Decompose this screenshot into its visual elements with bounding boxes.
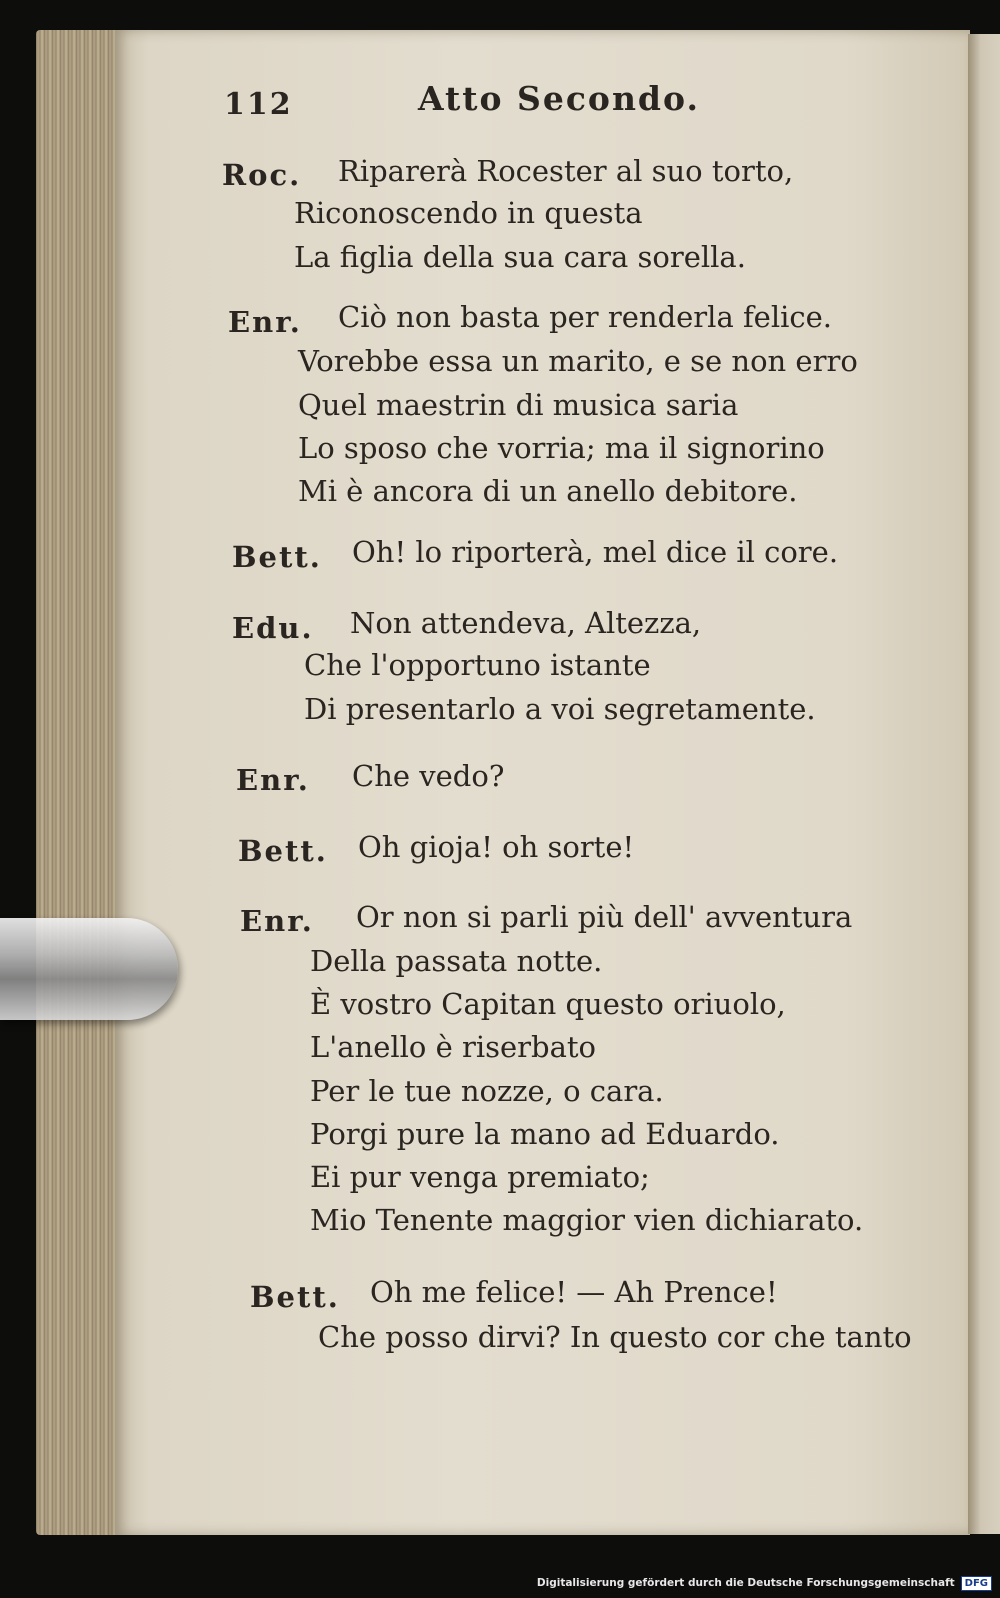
facing-page-edge [968, 34, 1000, 1534]
speaker-label: Edu. [232, 611, 314, 645]
verse-line: Ei pur venga premiato; [310, 1160, 650, 1194]
speaker-label: Bett. [238, 834, 328, 868]
footer-credit: Digitalisierung gefördert durch die Deutsche Forschungsgemeinschaft [536, 1577, 955, 1589]
speaker-label: Bett. [250, 1280, 340, 1314]
verse-line: Oh! lo riporterà, mel dice il core. [352, 535, 839, 569]
verse-line: È vostro Capitan questo oriuolo, [310, 987, 786, 1021]
speaker-label: Enr. [236, 763, 310, 797]
verse-line: Vorebbe essa un marito, e se non erro [298, 344, 858, 378]
verse-line: Mio Tenente maggior vien dichiarato. [310, 1203, 864, 1237]
verse-line: Porgi pure la mano ad Eduardo. [310, 1117, 780, 1151]
speaker-label: Enr. [240, 904, 314, 938]
verse-line: Della passata notte. [310, 944, 603, 978]
verse-line: Quel maestrin di musica saria [298, 388, 739, 422]
verse-line: Riconoscendo in questa [294, 196, 643, 230]
verse-line: L'anello è riserbato [310, 1030, 596, 1064]
dfg-logo-icon: DFG [961, 1576, 992, 1591]
page-number: 112 [224, 87, 293, 122]
page-holder-clip [0, 918, 178, 1020]
verse-line: Non attendeva, Altezza, [350, 606, 702, 640]
digitization-footer [0, 1568, 1000, 1598]
verse-line: Mi è ancora di un anello debitore. [298, 474, 798, 508]
verse-line: Or non si parli più dell' avventura [356, 900, 853, 934]
verse-line: Riparerà Rocester al suo torto, [338, 154, 794, 188]
speaker-label: Bett. [232, 540, 322, 574]
verse-line: Oh me felice! — Ah Prence! [370, 1275, 778, 1309]
verse-line: Che vedo? [352, 759, 505, 793]
verse-line: Di presentarlo a voi segretamente. [304, 692, 816, 726]
book-page-edges [36, 30, 120, 1535]
verse-line: Lo sposo che vorria; ma il signorino [298, 431, 825, 465]
running-title: Atto Secondo. [418, 79, 700, 118]
verse-line: Per le tue nozze, o cara. [310, 1074, 664, 1108]
verse-line: Che l'opportuno istante [304, 648, 651, 682]
verse-line: Ciò non basta per renderla felice. [338, 300, 833, 334]
speaker-label: Enr. [228, 305, 302, 339]
verse-line: Oh gioja! oh sorte! [358, 830, 635, 864]
speaker-label: Roc. [222, 158, 302, 192]
verse-line: Che posso dirvi? In questo cor che tanto [318, 1320, 912, 1354]
verse-line: La figlia della sua cara sorella. [294, 240, 746, 274]
